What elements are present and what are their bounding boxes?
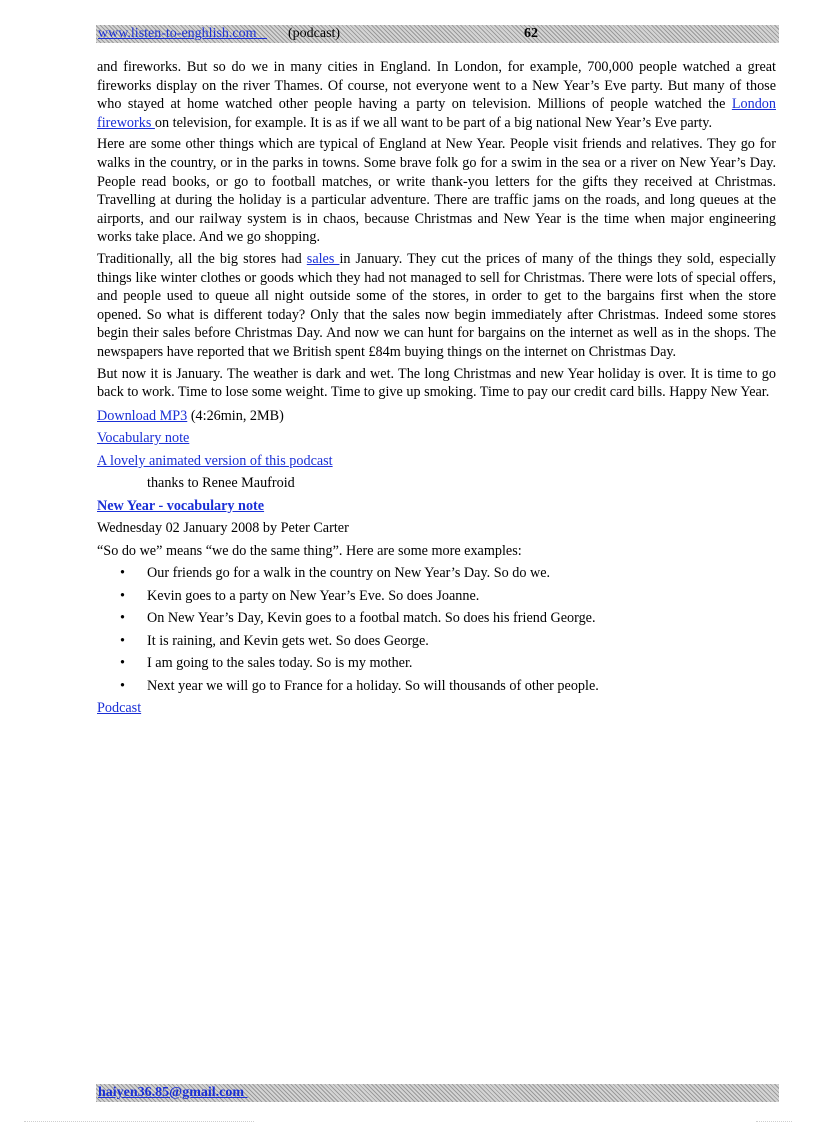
paragraph-1-part1: and fireworks. But so do we in many cities in England. In London, for example, 700,000 people watched a great fireworks display on the river Thames. Of course, not everyone went to a New Year’s Eve party. But many of those who stayed at home watched other people having a party on television. Millions of people watched the — [97, 59, 776, 113]
paragraph-3-part2: in January. They cut the prices of many of the things they sold, especially things like winter clothes or goods which they had not managed to sell for Christmas. There were lots of special offers, and people used to queue all night outside some of the stores, in order to get to the bargains first when the store opened. So what is different today? Only that the sales now begin immediately after Christmas. Indeed some stores begin their sales before Christmas Day. And now we can hunt for bargains on the internet as well as in the shops. The newspapers have reported that we British spent £84m buying things on the internet on Christmas Day. — [97, 250, 776, 360]
podcast-link-line — [97, 697, 776, 720]
download-line — [97, 405, 776, 428]
page-bottom-divider-right — [756, 1121, 792, 1122]
page-header-band — [96, 25, 779, 43]
list-item: • Next year we will go to France for a holiday. So will thousands of other people. — [97, 675, 776, 698]
download-info: (4:26min, 2MB) — [187, 407, 284, 424]
london-fireworks-link[interactable]: London fireworks — [97, 96, 776, 131]
page-footer-band — [96, 1084, 779, 1102]
list-item: • Our friends go for a walk in the country on New Year’s Day. So do we. — [97, 562, 776, 585]
page-number: 62 — [524, 26, 538, 41]
list-item: • Kevin goes to a party on New Year’s Eve. So does Joanne. — [97, 585, 776, 608]
byline: Wednesday 02 January 2008 by Peter Carter — [97, 520, 349, 537]
article-body — [97, 58, 776, 720]
list-item: • It is raining, and Kevin gets wet. So does George. — [97, 630, 776, 653]
vocab-section-title-link[interactable]: New Year - vocabulary note — [97, 497, 265, 514]
paragraph-1 — [97, 58, 776, 132]
sales-link[interactable]: sales — [306, 250, 340, 267]
download-mp3-link[interactable]: Download MP3 — [97, 407, 188, 424]
vocab-title-line — [97, 495, 776, 518]
vocab-intro: “So do we” means “we do the same thing”. Here are some more examples: — [97, 542, 522, 559]
page-bottom-divider-left — [24, 1121, 254, 1122]
animated-version-line — [97, 450, 776, 473]
footer-email-link[interactable]: haiyen36.85@gmail.com — [98, 1085, 248, 1100]
paragraph-4: But now it is January. The weather is dark and wet. The long Christmas and new Year holiday is over. It is time to go back to work. Time to lose some weight. Time to give up smoking. Time to pay our credit card bills. Happy New Year. — [97, 365, 776, 401]
list-item: • On New Year’s Day, Kevin goes to a footbal match. So does his friend George. — [97, 607, 776, 630]
paragraph-3 — [97, 250, 776, 362]
site-link[interactable]: www.listen-to-enghlish.com — [98, 26, 268, 41]
paragraph-1-part2: on television, for example. It is as if we all want to be part of a big national New Year’s Eve party. — [154, 114, 713, 131]
paragraph-2: Here are some other things which are typical of England at New Year. People visit friends and relatives. They go for walks in the country, or in the parks in towns. Some brave folk go for a swim in the sea or a river on New Year’s Day. People read books, or go to football matches, or write thank-you letters for the gifts they received at Christmas. Travelling at during the holiday is a particular adventure. There are traffic jams on the roads, and long queues at the airports, and our railway system is in chaos, because Christmas and New Year is the time when major engineering works take place. And we go shopping. — [97, 136, 776, 246]
header-label: (podcast) — [288, 26, 341, 41]
thanks-text: thanks to Renee Maufroid — [147, 475, 295, 492]
animated-version-link[interactable]: A lovely animated version of this podcast — [97, 452, 333, 469]
vocabulary-note-link[interactable]: Vocabulary note — [97, 430, 190, 447]
vocabulary-note-line — [97, 427, 776, 450]
podcast-link[interactable]: Podcast — [97, 700, 142, 717]
list-item: • I am going to the sales today. So is my mother. — [97, 652, 776, 675]
examples-list — [97, 562, 776, 697]
paragraph-3-part1: Traditionally, all the big stores had — [97, 250, 307, 267]
